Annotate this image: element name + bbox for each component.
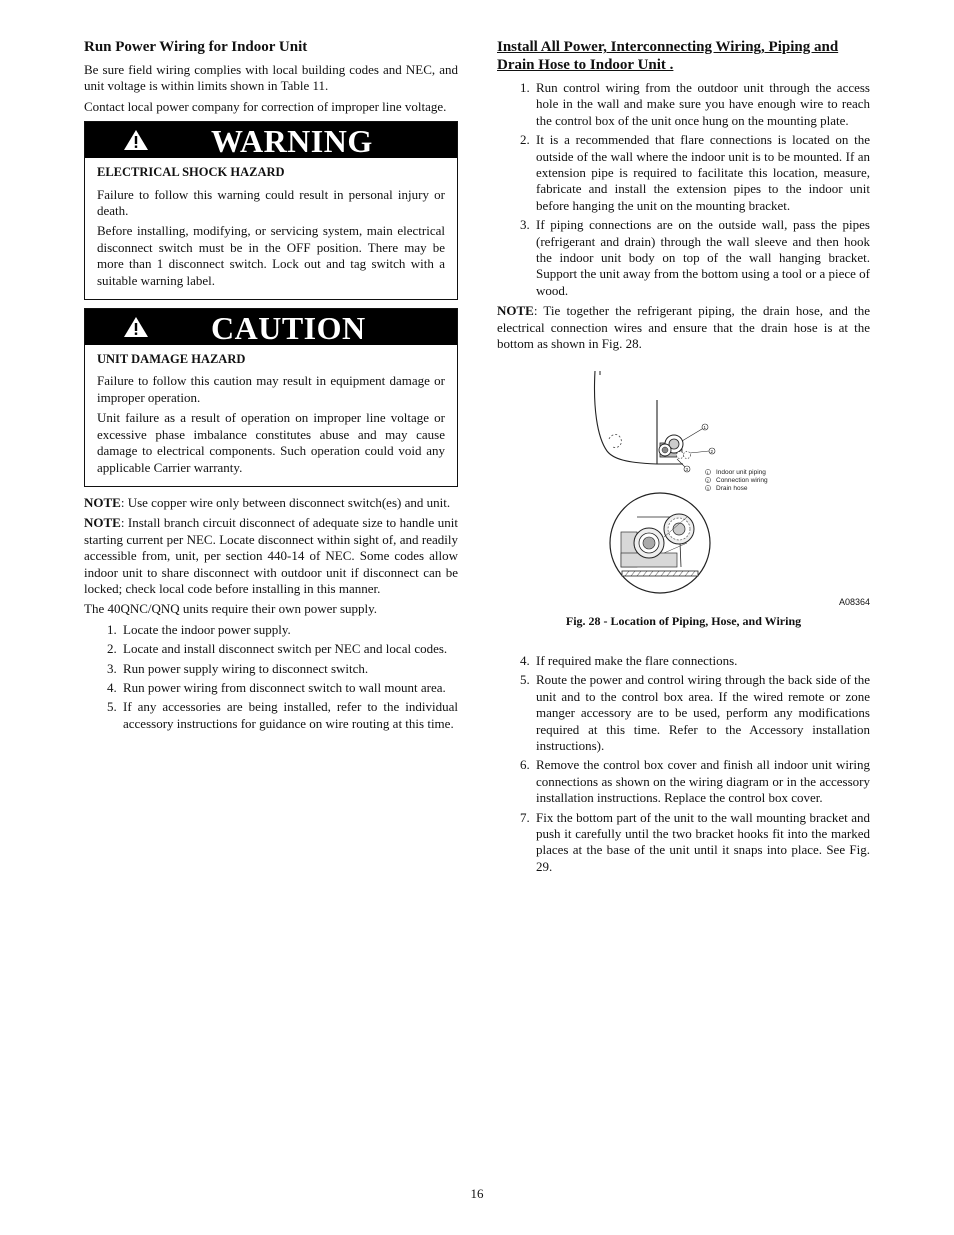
svg-text:1: 1 <box>703 424 707 430</box>
legend-item-3: Drain hose <box>716 484 748 492</box>
warning-triangle-icon <box>123 129 149 151</box>
install-steps-b <box>497 653 870 875</box>
left-column <box>84 38 458 736</box>
figure-28 <box>497 367 870 607</box>
note-copper-wire: NOTE: Use copper wire only between disconnect switch(es) and unit. <box>84 494 451 510</box>
list-item: 7. Fix the bottom part of the unit to the wall mounting bracket and push it carefully until the two bracket hooks fit into the marked places at the base of the unit until it snaps into place. See Fig. 29. <box>520 809 870 874</box>
legend-item-2: Connection wiring <box>716 476 768 484</box>
paragraph-field-wiring: Be sure field wiring complies with local building codes and NEC, and unit voltage is within limits shown in Table 11. <box>84 62 458 94</box>
note-tie-together: NOTE: Tie together the refrigerant piping, the drain hose, and the electrical connection wires and ensure that the drain hose is at the bottom as shown in Fig. 28. <box>497 303 870 352</box>
warning-banner <box>85 122 457 158</box>
warning-box <box>84 121 458 300</box>
legend-item-1: Indoor unit piping <box>716 468 766 476</box>
install-steps-a <box>497 80 870 299</box>
page-number: 16 <box>470 1186 484 1201</box>
note-branch-circuit: NOTE: Install branch circuit disconnect of adequate size to handle unit starting current per NEC. Locate disconnect within sight of, and readily accessible from, unit, per section 440-14 of NEC. Some codes allow indoor unit to share disconnect with outdoor unit if disconnect can be locked; check local code before installing in this manner. <box>84 515 458 596</box>
list-item: 6. Remove the control box cover and finish all indoor unit wiring connections as shown on the wiring diagram or in the accessory installation instructions. Replace the control box cover. <box>520 757 870 806</box>
svg-text:3: 3 <box>706 486 709 491</box>
power-wiring-steps <box>84 622 458 732</box>
caution-triangle-icon <box>123 316 149 338</box>
paragraph-contact-power-company: Contact local power company for correction of improper line voltage. <box>84 98 447 114</box>
paragraph-own-power-supply: The 40QNC/QNQ units require their own power supply. <box>84 601 378 617</box>
figure-id: A08364 <box>838 596 870 607</box>
svg-text:2: 2 <box>706 478 709 483</box>
figure-caption: Fig. 28 - Location of Piping, Hose, and Wiring <box>565 613 802 628</box>
list-item: 4. If required make the flare connections. <box>520 652 738 668</box>
svg-text:3: 3 <box>685 466 689 472</box>
piping-diagram <box>497 367 870 607</box>
svg-text:2: 2 <box>710 448 714 454</box>
list-item: 3. Run power supply wiring to disconnect switch. <box>107 660 369 676</box>
warning-text-1: Failure to follow this warning could result in personal injury or death. <box>97 186 445 219</box>
caution-text-2: Unit failure as a result of operation on improper line voltage or excessive phase imbalance constitutes abuse and may cause damage to electrical components. Such operation could void any applicable Carrier warranty. <box>97 410 445 475</box>
list-item: 5. If any accessories are being installed, refer to the individual accessory instructions for guidance on wire routing at this time. <box>107 699 458 731</box>
list-item: 4. Run power wiring from disconnect switch to wall mount area. <box>107 679 446 695</box>
warning-title: ELECTRICAL SHOCK HAZARD <box>97 165 285 180</box>
section-heading-power-wiring: Run Power Wiring for Indoor Unit <box>84 39 308 55</box>
warning-text-2: Before installing, modifying, or servicing system, main electrical disconnect switch must be in the OFF position. There may be more than 1 disconnect switch. Lock out and tag switch with a suitable warning label. <box>97 223 445 288</box>
warning-word: WARNING <box>211 123 373 160</box>
svg-text:1: 1 <box>706 470 709 475</box>
right-column <box>497 38 870 879</box>
caution-box <box>84 308 458 487</box>
list-item: 1. Run control wiring from the outdoor unit through the access hole in the wall and make sure you have enough wire to reach the control box of the unit once hung on the mounting plate. <box>520 80 870 128</box>
list-item: 2. It is a recommended that flare connections is located on the outside of the wall where the indoor unit is to be mounted. If an extension pipe is required to facilitate this location, measure, fabricate and install the extension pipes to the indoor unit before hanging the unit on the mounting bracket. <box>520 132 870 213</box>
list-item: 2. Locate and install disconnect switch per NEC and local codes. <box>107 641 448 657</box>
caution-text-1: Failure to follow this caution may result in equipment damage or improper operation. <box>97 373 445 405</box>
caution-title: UNIT DAMAGE HAZARD <box>97 352 246 367</box>
list-item: 1. Locate the indoor power supply. <box>107 621 291 637</box>
list-item: 5. Route the power and control wiring through the back side of the unit and to the control box area. If the wired remote or zone manger accessory are to be used, perform any modifications required at this time. Refer to the Accessory installation instructions). <box>520 672 870 753</box>
list-item: 3. If piping connections are on the outside wall, pass the pipes (refrigerant and drain) through the wall sleeve and then hook the indoor unit body on top of the wall hanging bracket. Support the unit away from the bottom using a tool or a piece of wood. <box>520 217 870 298</box>
section-heading-install-all: Install All Power, Interconnecting Wiring, Piping and Drain Hose to Indoor Unit . <box>497 39 839 73</box>
caution-word: CAUTION <box>211 310 366 347</box>
caution-banner <box>85 309 457 345</box>
